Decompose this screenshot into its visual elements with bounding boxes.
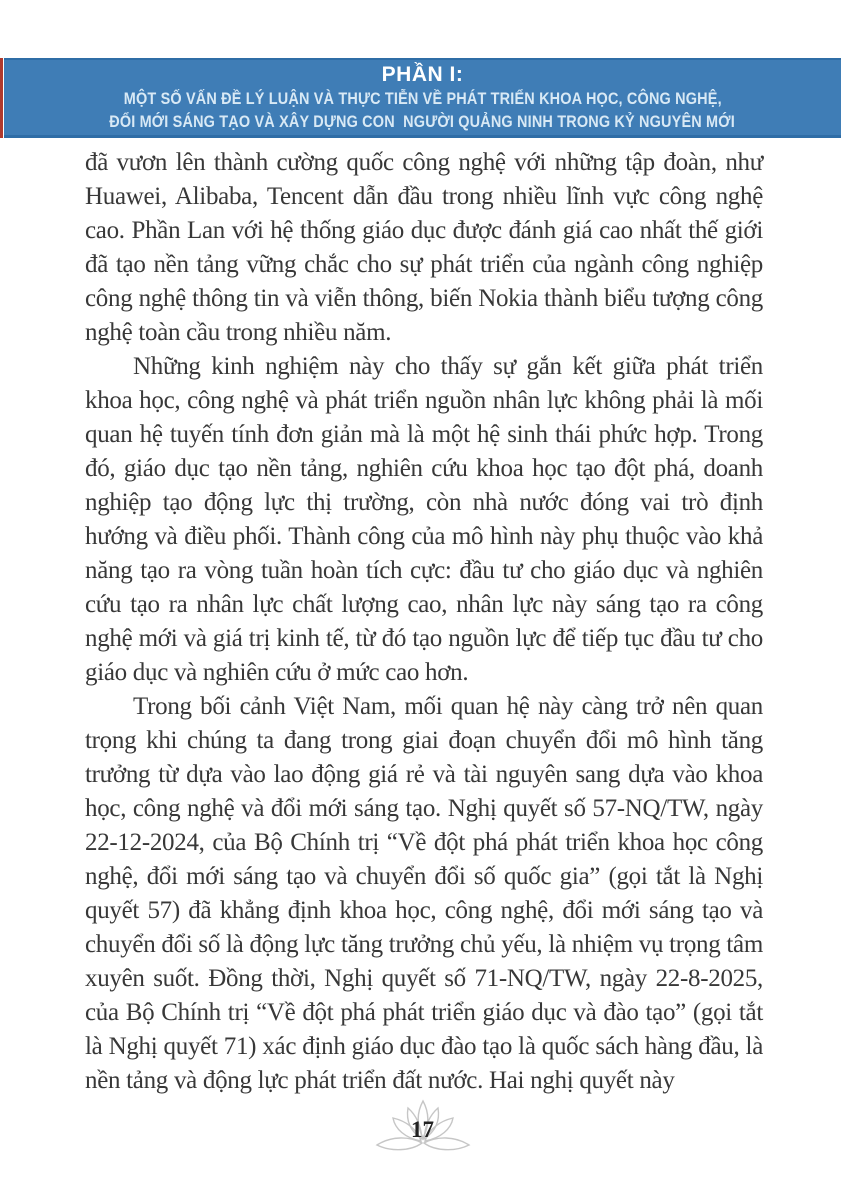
chapter-subtitle-line1: MỘT SỐ VẤN ĐỀ LÝ LUẬN VÀ THỰC TIỄN VỀ PHÁT TRIỂN KHOA HỌC, CÔNG NGHỆ, <box>123 88 722 108</box>
part-label: PHẦN I: <box>381 62 464 86</box>
page-footer <box>0 1093 845 1163</box>
chapter-subtitle-line2: ĐỔI MỚI SÁNG TẠO VÀ XÂY DỰNG CON NGƯỜI QUẢNG NINH TRONG KỶ NGUYÊN MỚI <box>109 111 736 131</box>
page-number: 17 <box>411 1117 434 1142</box>
paragraph-1: đã vươn lên thành cường quốc công nghệ với những tập đoàn, như Huawei, Alibaba, Tencent dẫn đầu trong nhiều lĩnh vực công nghệ cao. Phần Lan với hệ thống giáo dục được đánh giá cao nhất thế giới đã tạo nền tảng vững chắc cho sự phát triển của ngành công nghiệp công nghệ thông tin và viễn thông, biến Nokia thành biểu tượng công nghệ toàn cầu trong nhiều năm. <box>85 149 763 346</box>
page-edge-mark <box>0 58 3 138</box>
page-body <box>85 146 763 1098</box>
paragraph-3: Trong bối cảnh Việt Nam, mối quan hệ này càng trở nên quan trọng khi chúng ta đang trong giai đoạn chuyển đổi mô hình tăng trưởng từ dựa vào lao động giá rẻ và tài nguyên sang dựa vào khoa học, công nghệ và đổi mới sáng tạo. Nghị quyết số 57-NQ/TW, ngày 22-12-2024, của Bộ Chính trị “Về đột phá phát triển khoa học công nghệ, đổi mới sáng tạo và chuyển đổi số quốc gia” (gọi tắt là Nghị quyết 57) đã khẳng định khoa học, công nghệ, đổi mới sáng tạo và chuyển đổi số là động lực tăng trưởng chủ yếu, là nhiệm vụ trọng tâm xuyên suốt. Đồng thời, Nghị quyết số 71-NQ/TW, ngày 22-8-2025, của Bộ Chính trị “Về đột phá phát triển giáo dục và đào tạo” (gọi tắt là Nghị quyết 71) xác định giáo dục đào tạo là quốc sách hàng đầu, là nền tảng và động lực phát triển đất nước. Hai nghị quyết này <box>85 693 763 1094</box>
chapter-banner <box>4 58 841 138</box>
paragraph-2: Những kinh nghiệm này cho thấy sự gắn kết giữa phát triển khoa học, công nghệ và phát triển nguồn nhân lực không phải là mối quan hệ tuyến tính đơn giản mà là một hệ sinh thái phức hợp. Trong đó, giáo dục tạo nền tảng, nghiên cứu khoa học tạo đột phá, doanh nghiệp tạo động lực thị trường, còn nhà nước đóng vai trò định hướng và điều phối. Thành công của mô hình này phụ thuộc vào khả năng tạo ra vòng tuần hoàn tích cực: đầu tư cho giáo dục và nghiên cứu tạo ra nhân lực chất lượng cao, nhân lực này sáng tạo ra công nghệ mới và giá trị kinh tế, từ đó tạo nguồn lực để tiếp tục đầu tư cho giáo dục và nghiên cứu ở mức cao hơn. <box>85 353 763 686</box>
